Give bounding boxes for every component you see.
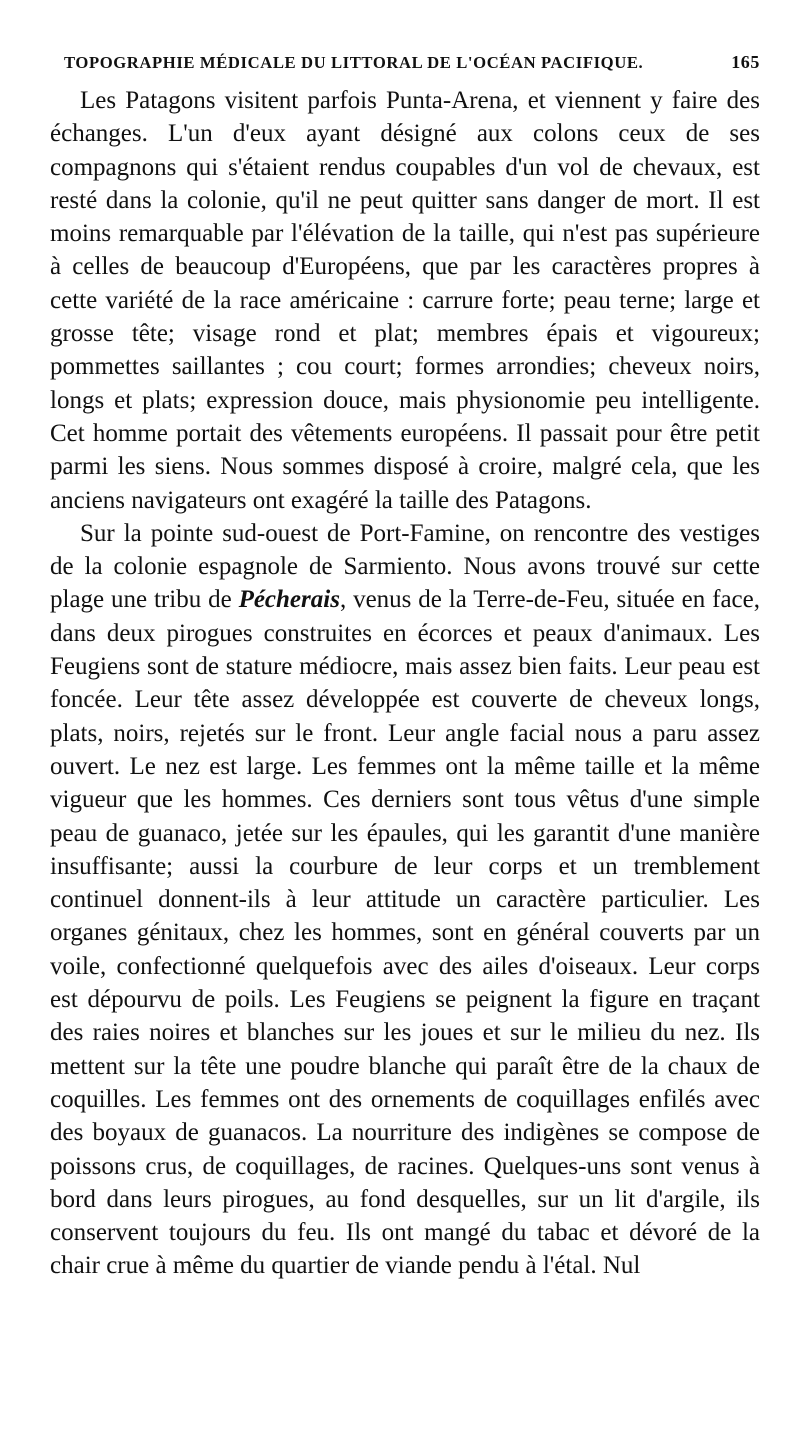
running-title: TOPOGRAPHIE MÉDICALE DU LITTORAL DE L'OCÉAN PACIFIQUE. [64, 53, 644, 72]
paragraph-text-rest: , venus de la Terre-de-Feu, située en face, dans deux pirogues construites en écorces et peaux d'animaux. Les Feugiens sont de stature médiocre, mais assez bien faits. Leur peau est foncée. Leur tête assez développée est couverte de cheveux longs, plats, noirs, rejetés sur le front. Leur angle facial nous a paru assez ouvert. Le nez est large. Les femmes ont la même taille et la même vigueur que les hommes. Ces derniers sont tous vêtus d'une simple peau de guanaco, jetée sur les épaules, qui les garantit d'une manière insuffisante; aussi la courbure de leur corps et un tremblement continuel donnent-ils à leur attitude un caractère particulier. Les organes génitaux, chez les hommes, sont en général couverts par un voile, confectionné quelquefois avec des ailes d'oiseaux. Leur corps est dépourvu de poils. Les Feugiens se peignent la figure en traçant des raies noires et blanches sur les joues et sur le milieu du nez. Ils mettent sur la tête une poudre blanche qui paraît être de la chaux de coquilles. Les femmes ont des ornements de coquillages enfilés avec des boyaux de guanacos. La nourriture des indigènes se compose de poissons crus, de coquillages, de racines. Quelques-uns sont venus à bord dans leurs pirogues, au fond desquelles, sur un lit d'argile, ils conservent toujours du feu. Ils ont mangé du tabac et dévoré de la chair crue à même du quartier de viande pendu à l'étal. Nul [50, 586, 760, 1280]
tribe-name-emphasis: Pécherais [238, 586, 340, 614]
page-number: 165 [731, 52, 760, 72]
book-page [50, 52, 760, 1422]
body-text [50, 84, 760, 1283]
paragraph-feugiens [50, 517, 760, 1283]
paragraph-text-start: Sur la pointe sud-ouest de Port-Famine, on rencontre des vestiges de la colonie espagnole de Sarmiento. Nous avons trouvé sur cette plage une tribu de [50, 519, 760, 614]
paragraph-patagons [50, 84, 760, 517]
paragraph-text: Les Patagons visitent parfois Punta-Arena, et viennent y faire des échanges. L'un d'eux ayant désigné aux colons ceux de ses compagnons qui s'étaient rendus coupables d'un vol de chevaux, est resté dans la colonie, qu'il ne peut quitter sans danger de mort. Il est moins remarquable par l'élévation de la taille, qui n'est pas supérieure à celles de beaucoup d'Européens, que par les caractères propres à cette variété de la race américaine : carrure forte; peau terne; large et grosse tête; visage rond et plat; membres épais et vigoureux; pommettes saillantes ; cou court; formes arrondies; cheveux noirs, longs et plats; expression douce, mais physionomie peu intelligente. Cet homme portait des vêtements européens. Il passait pour être petit parmi les siens. Nous sommes disposé à croire, malgré cela, que les anciens navigateurs ont exagéré la taille des Patagons. [50, 87, 760, 514]
running-header [50, 52, 760, 82]
